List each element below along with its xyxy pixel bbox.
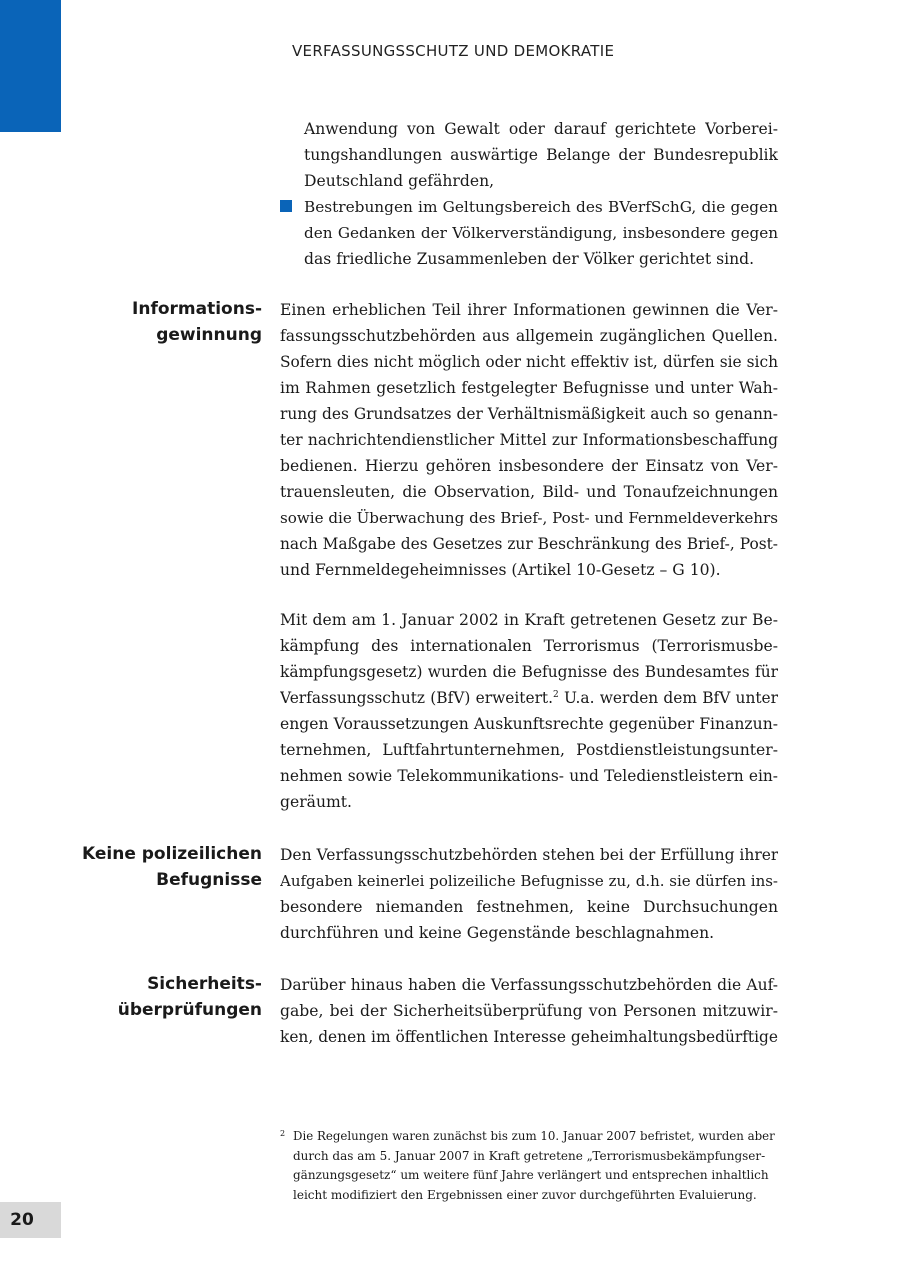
bullet-square-icon [280,200,292,212]
footnote-mark: 2 [280,1129,286,1138]
text-line: nehmen sowie Telekommunikations- und Teledienstleistern ein- [280,767,778,785]
text-line: kämpfung des internationalen Terrorismus (Terrorismusbe- [280,637,778,655]
heading-line: Keine polizeilichen [81,844,262,864]
running-head: VERFASSUNGSSCHUTZ UND DEMOKRATIE [292,42,615,60]
text-line: nach Maßgabe des Gesetzes zur Beschränkung des Brief-, Post- [280,535,778,553]
heading-line: Sicherheits- [147,974,262,994]
footnote-line: gänzungsgesetz“ um weitere fünf Jahre verlängert und entsprechen inhaltlich [293,1168,769,1182]
text-line: und Fernmeldegeheimnisses (Artikel 10-Gesetz – G 10). [280,561,721,579]
text-line: geräumt. [280,793,353,811]
text-line: tungshandlungen auswärtige Belange der Bundesrepublik [304,146,778,164]
text-line: bedienen. Hierzu gehören insbesondere der Einsatz von Ver- [280,457,778,475]
text-line: Einen erheblichen Teil ihrer Informationen gewinnen die Ver- [280,301,778,319]
heading-line: gewinnung [156,325,262,345]
text-line: rung des Grundsatzes der Verhältnismäßigkeit auch so genann- [280,405,778,423]
heading-line: Informations- [132,299,262,319]
text-segment: Verfassungsschutz (BfV) erweitert. [280,689,554,707]
text-line: Sofern dies nicht möglich oder nicht effektiv ist, dürfen sie sich [280,353,778,371]
footnote [280,1127,778,1205]
text-line-with-footnote [280,685,778,711]
paragraph-informationsgewinnung-2 [280,607,778,815]
text-line: trauensleuten, die Observation, Bild- und Tonaufzeichnungen [280,483,778,501]
chapter-color-tab [0,0,61,132]
text-line: den Gedanken der Völkerverständigung, insbesondere gegen [304,224,778,242]
text-segment: U.a. werden dem BfV unter [558,689,778,707]
text-line: Den Verfassungsschutzbehörden stehen bei der Erfüllung ihrer [280,846,778,864]
text-line: sowie die Überwachung des Brief-, Post- und Fernmeldeverkehrs [280,509,778,527]
text-line: Aufgaben keinerlei polizeiliche Befugnisse zu, d.h. sie dürfen ins- [280,872,778,890]
margin-heading-keine-polizeilichen-befugnisse [82,841,262,893]
text-line: Darüber hinaus haben die Verfassungsschutzbehörden die Auf- [280,976,778,994]
footnote-line: Die Regelungen waren zunächst bis zum 10. Januar 2007 befristet, wurden aber [293,1129,775,1143]
heading-line: überprüfungen [117,1000,262,1020]
footnote-reference[interactable]: 2 [553,689,559,700]
text-line: Anwendung von Gewalt oder darauf gerichtete Vorberei- [304,120,778,138]
footnote-body [293,1127,778,1205]
heading-line: Befugnisse [156,870,262,890]
text-line: Deutschland gefährden, [304,172,495,190]
list-item [304,194,778,272]
paragraph-sicherheitsueberpruefungen [280,972,778,1050]
text-line: das friedliche Zusammenleben der Völker gerichtet sind. [304,250,755,268]
paragraph-informationsgewinnung-1 [280,297,778,583]
margin-heading-sicherheitsueberpruefungen [118,971,262,1023]
text-line: kämpfungsgesetz) wurden die Befugnisse des Bundesamtes für [280,663,778,681]
text-line: ken, denen im öffentlichen Interesse geheimhaltungsbedürftige [280,1028,778,1046]
page-number: 20 [10,1210,34,1230]
text-line: engen Voraussetzungen Auskunftsrechte gegenüber Finanzun- [280,715,778,733]
text-line: ter nachrichtendienstlicher Mittel zur Informationsbeschaffung [280,431,778,449]
text-line: gabe, bei der Sicherheitsüberprüfung von Personen mitzuwir- [280,1002,778,1020]
text-line: besondere niemanden festnehmen, keine Durchsuchungen [280,898,778,916]
list-continuation [304,116,778,194]
paragraph-keine-befugnisse [280,842,778,946]
text-line: ternehmen, Luftfahrtunternehmen, Postdienstleistungsunter- [280,741,778,759]
footnote-line: durch das am 5. Januar 2007 in Kraft getretene „Terrorismusbekämpfungser- [293,1148,766,1163]
text-line: Bestrebungen im Geltungsbereich des BVerfSchG, die gegen [304,198,778,216]
footnote-line: leicht modifiziert den Ergebnissen einer zuvor durchgeführten Evaluierung. [293,1187,757,1202]
text-line: im Rahmen gesetzlich festgelegter Befugnisse und unter Wah- [280,379,778,397]
text-line: fassungsschutzbehörden aus allgemein zugänglichen Quellen. [280,327,778,345]
margin-heading-informationsgewinnung [132,296,262,348]
text-line: durchführen und keine Gegenstände beschlagnahmen. [280,924,715,942]
text-line: Mit dem am 1. Januar 2002 in Kraft getretenen Gesetz zur Be- [280,611,778,629]
